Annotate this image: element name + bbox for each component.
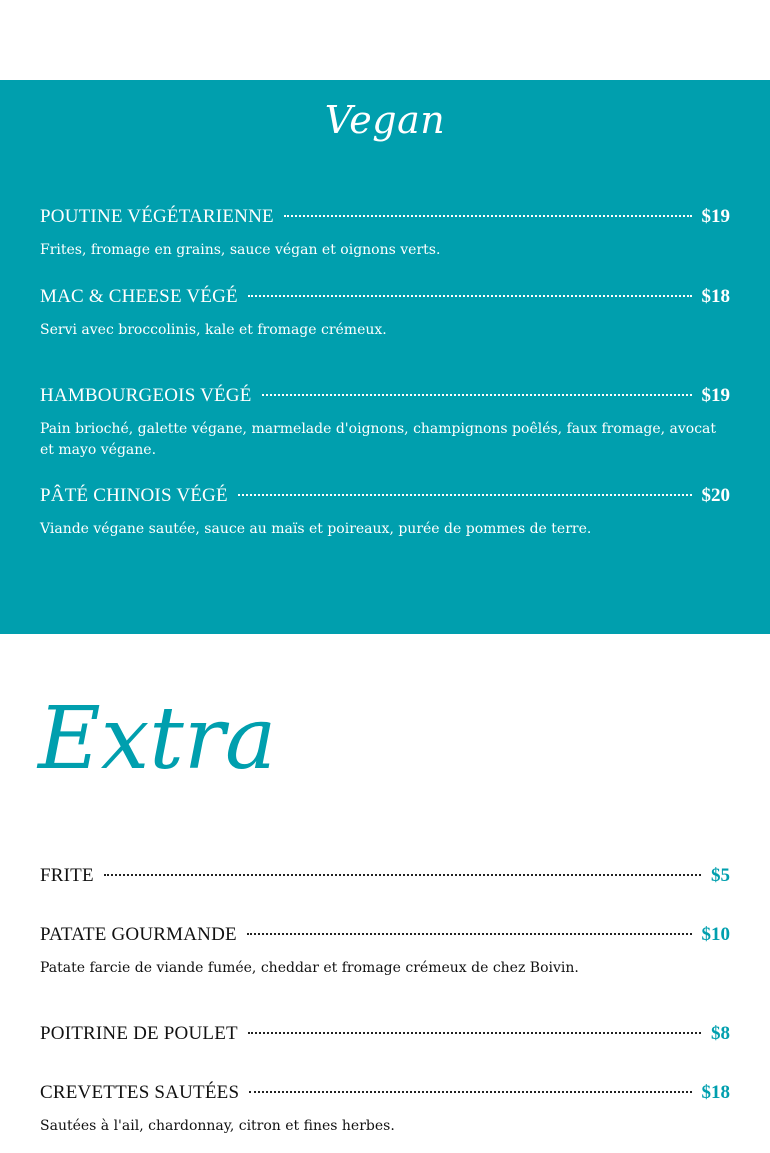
menu-item xyxy=(40,385,730,461)
menu-item-description: Pain brioché, galette végane, marmelade d'oignons, champignons poêlés, faux fromage, avocat et mayo végane. xyxy=(40,421,717,458)
menu-item-price: $18 xyxy=(701,1082,730,1103)
menu-item-price: $20 xyxy=(701,485,730,506)
menu-item-price: $19 xyxy=(701,385,730,406)
menu-item xyxy=(40,1023,730,1045)
menu-item-price: $8 xyxy=(711,1023,730,1044)
dotted-leader xyxy=(104,874,701,876)
menu-item-name: CREVETTES SAUTÉES xyxy=(40,1082,240,1103)
menu-item-price: $19 xyxy=(701,206,730,227)
extra-section-title: Extra xyxy=(38,689,277,789)
dotted-leader xyxy=(247,933,692,935)
menu-item xyxy=(40,206,730,261)
menu-item-name: FRITE xyxy=(40,865,94,886)
dotted-leader xyxy=(262,394,692,396)
dotted-leader xyxy=(248,295,692,297)
menu-item-description: Servi avec broccolinis, kale et fromage crémeux. xyxy=(40,322,387,338)
dotted-leader xyxy=(238,494,692,496)
menu-item xyxy=(40,924,730,979)
menu-item-price: $18 xyxy=(701,286,730,307)
dotted-leader xyxy=(248,1032,701,1034)
vegan-section-title: Vegan xyxy=(324,98,446,142)
dotted-leader xyxy=(284,215,692,217)
menu-item xyxy=(40,1082,730,1137)
menu-item-description: Frites, fromage en grains, sauce végan et oignons verts. xyxy=(40,242,441,258)
menu-item xyxy=(40,286,730,341)
menu-item-name: HAMBOURGEOIS VÉGÉ xyxy=(40,385,252,406)
menu-item-description: Sautées à l'ail, chardonnay, citron et fines herbes. xyxy=(40,1118,395,1134)
menu-item-price: $5 xyxy=(711,865,730,886)
menu-item-name: POUTINE VÉGÉTARIENNE xyxy=(40,206,274,227)
menu-item xyxy=(40,865,730,887)
vegan-section xyxy=(0,80,770,634)
menu-item-name: MAC & CHEESE VÉGÉ xyxy=(40,286,238,307)
menu-item-description: Viande végane sautée, sauce au maïs et poireaux, purée de pommes de terre. xyxy=(40,521,592,537)
menu-item-name: PATATE GOURMANDE xyxy=(40,924,237,945)
menu-item-name: POITRINE DE POULET xyxy=(40,1023,238,1044)
menu-item xyxy=(40,485,730,540)
menu-item-description: Patate farcie de viande fumée, cheddar et fromage crémeux de chez Boivin. xyxy=(40,960,579,976)
dotted-leader xyxy=(249,1091,691,1093)
menu-item-price: $10 xyxy=(701,924,730,945)
menu-item-name: PÂTÉ CHINOIS VÉGÉ xyxy=(40,485,228,506)
